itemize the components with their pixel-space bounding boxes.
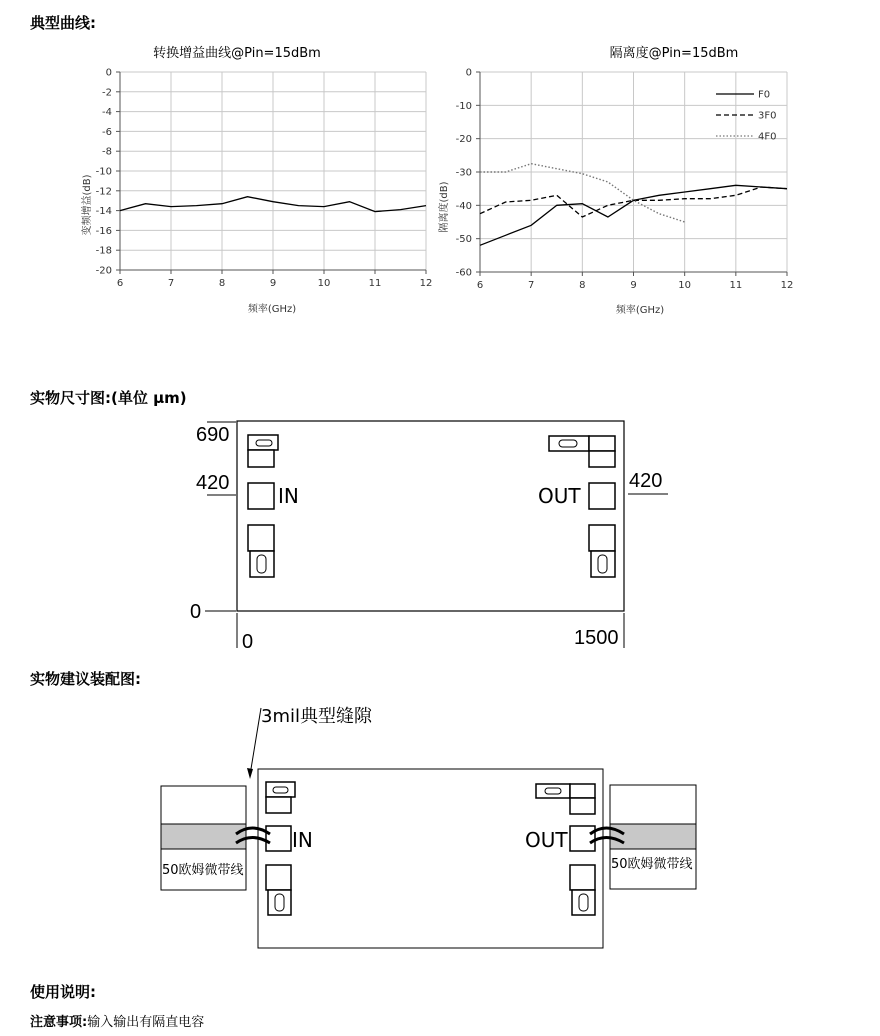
x-tick-label: 10	[678, 280, 692, 291]
x-axis-label: 频率(GHz)	[247, 304, 297, 315]
y-axis-label: 变频增益(dB)	[82, 174, 93, 236]
x-tick-label: 10	[317, 278, 331, 289]
isolation-chart	[437, 45, 793, 316]
microstrip-line-right	[610, 824, 696, 849]
dim-label-0-bottom: 0	[242, 631, 254, 653]
dc-pad	[570, 784, 595, 798]
dc-pad	[266, 797, 291, 813]
x-tick-label: 6	[476, 280, 484, 291]
dim-label-420-left: 420	[196, 472, 230, 494]
dc-pad	[570, 865, 595, 890]
y-tick-label: 0	[105, 67, 112, 79]
y-tick-label: -18	[95, 245, 112, 257]
y-tick-label: -20	[95, 265, 112, 277]
dc-pad	[266, 782, 295, 797]
arrow-head-icon	[247, 768, 253, 779]
y-tick-label: -2	[102, 87, 112, 99]
x-tick-label: 11	[368, 278, 382, 289]
x-tick-label: 9	[269, 278, 277, 289]
rf-pad-out	[570, 826, 595, 851]
x-tick-label: 11	[729, 280, 743, 291]
microstrip-label-left: 50欧姆微带线	[162, 863, 244, 878]
x-tick-label: 8	[218, 278, 226, 289]
dc-pad	[589, 436, 615, 451]
dimension-drawing	[0, 410, 880, 655]
legend-label: 3F0	[758, 110, 777, 122]
legend-label: F0	[758, 89, 771, 101]
dc-pad	[589, 525, 615, 551]
y-tick-label: -20	[455, 134, 472, 146]
dims-heading: 实物尺寸图:(单位 μm)	[30, 389, 187, 407]
charts-area	[0, 36, 880, 326]
notes-line	[30, 1011, 204, 1030]
y-tick-label: -14	[95, 206, 112, 218]
gap-label: 3mil典型缝隙	[261, 706, 372, 727]
y-tick-label: -40	[455, 200, 472, 212]
microstrip-label-right: 50欧姆微带线	[611, 857, 693, 872]
dc-pad	[536, 784, 570, 798]
y-tick-label: -6	[102, 126, 112, 138]
y-tick-label: -30	[455, 167, 472, 179]
y-tick-label: -60	[455, 267, 472, 279]
x-tick-label: 7	[167, 278, 175, 289]
y-tick-label: 0	[465, 67, 472, 79]
port-label-out: OUT	[538, 484, 581, 508]
x-tick-label: 9	[630, 280, 637, 291]
dim-label-420-right: 420	[629, 470, 663, 492]
dc-pad	[589, 451, 615, 467]
assembly-drawing	[0, 695, 880, 960]
dc-pad	[248, 525, 274, 551]
dc-pad	[248, 435, 278, 450]
y-axis-label: 隔离度(dB)	[439, 181, 450, 233]
rf-pad-out	[589, 483, 615, 509]
conversion-gain-chart	[80, 45, 432, 315]
microstrip-line-left	[161, 824, 246, 849]
rf-pad-in	[248, 483, 274, 509]
x-tick-label: 8	[579, 280, 586, 291]
usage-heading: 使用说明:	[30, 983, 96, 1001]
assembly-heading: 实物建议装配图:	[30, 670, 141, 688]
legend-label: 4F0	[758, 131, 777, 143]
port-label-in: IN	[278, 484, 299, 508]
y-tick-label: -8	[102, 146, 112, 158]
notes-label: 注意事项:	[30, 1015, 88, 1030]
dc-pad	[266, 865, 291, 890]
port-label-out: OUT	[525, 828, 568, 852]
notes-text: 输入输出有隔直电容	[87, 1015, 205, 1030]
dim-label-1500: 1500	[574, 627, 619, 649]
y-tick-label: -12	[95, 186, 112, 198]
dc-pad	[570, 798, 595, 814]
rf-pad-in	[266, 826, 291, 851]
dc-pad	[549, 436, 589, 451]
dim-label-0-left: 0	[190, 601, 202, 623]
dim-label-690: 690	[196, 424, 230, 446]
gap-arrow	[250, 708, 261, 775]
x-tick-label: 7	[527, 280, 535, 291]
x-tick-label: 6	[116, 278, 124, 289]
y-tick-label: -10	[455, 100, 472, 112]
dc-pad	[248, 450, 274, 467]
y-tick-label: -10	[95, 166, 112, 178]
chart-title: 转换增益曲线@Pin=15dBm	[153, 46, 321, 61]
chart-title: 隔离度@Pin=15dBm	[609, 46, 739, 61]
x-axis-label: 频率(GHz)	[615, 305, 665, 316]
port-label-in: IN	[292, 828, 313, 852]
y-tick-label: -4	[102, 107, 112, 119]
y-tick-label: -50	[455, 234, 472, 246]
x-tick-label: 12	[419, 278, 433, 289]
x-tick-label: 12	[780, 280, 794, 291]
y-tick-label: -16	[95, 225, 112, 237]
curves-heading: 典型曲线:	[30, 14, 96, 32]
